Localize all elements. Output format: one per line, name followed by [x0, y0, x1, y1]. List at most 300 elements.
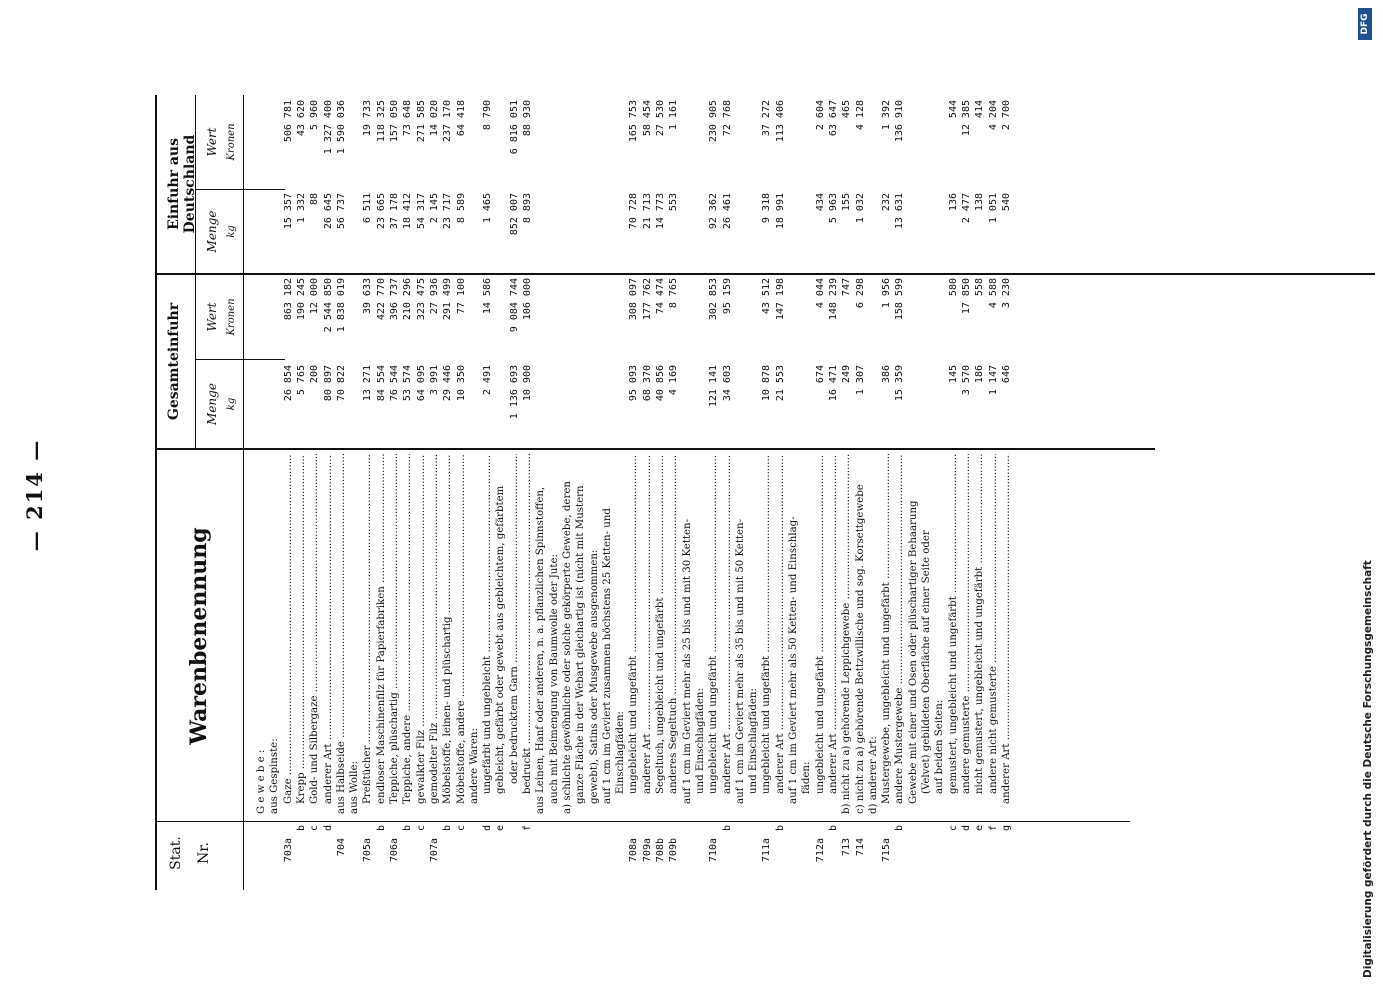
germany-menge-cell: 70 728 [628, 193, 640, 230]
table-row [602, 0, 614, 1000]
table-row [256, 0, 268, 1000]
total-wert-cell: 43 512 [761, 278, 773, 315]
total-menge-cell: 200 [309, 365, 321, 384]
germany-menge-cell: 23 717 [442, 193, 454, 230]
total-menge-cell: 249 [841, 365, 853, 384]
goods-description: anderer Art ..... [1001, 454, 1013, 804]
header-goods: Warenbenennung [186, 527, 212, 745]
table-row [336, 0, 348, 1000]
goods-description: bedruckt ..... [522, 454, 534, 794]
germany-menge-cell: 5 963 [827, 193, 839, 224]
stat-sub-cell: f [987, 824, 999, 832]
total-wert-cell: 74 474 [655, 278, 666, 315]
goods-description: c) nicht zu a) gehörende Bettzwillische und sog. Korsettgewebe [854, 484, 866, 814]
total-wert-cell: 308 097 [628, 278, 640, 321]
stat-sub-cell: c [415, 824, 427, 832]
total-menge-cell: 34 603 [721, 365, 733, 402]
germany-menge-cell: 15 357 [282, 193, 294, 230]
germany-wert-cell: 465 [841, 100, 853, 119]
germany-menge-cell: 23 665 [375, 193, 387, 230]
germany-wert-cell: 1 392 [881, 100, 893, 131]
total-menge-cell: 1 136 693 [508, 365, 520, 420]
table-row [615, 0, 627, 1000]
goods-description: b) nicht zu a) gehörende Leppichgewebe ..... [841, 454, 853, 814]
total-menge-cell: 84 554 [375, 365, 387, 402]
goods-description: Krepp ..... [296, 454, 308, 804]
germany-wert-cell: 58 454 [641, 100, 653, 137]
total-wert-cell: 95 159 [721, 278, 733, 315]
goods-description: auf 1 cm im Geviert mehr als 50 Ketten- und Einschlag- [788, 516, 799, 804]
germany-wert-cell: 230 905 [708, 100, 720, 143]
page-number-line: — 214 — [22, 438, 47, 552]
table-row [429, 0, 441, 1000]
germany-wert-cell: 506 781 [282, 100, 294, 143]
total-wert-cell: 1 956 [881, 278, 893, 309]
stat-sub-cell: d [482, 824, 494, 832]
goods-description: anderer Art ..... [828, 454, 840, 794]
total-wert-cell: 4 044 [814, 278, 826, 309]
germany-wert-cell: 12 385 [960, 100, 972, 137]
total-menge-cell: 80 897 [322, 365, 334, 402]
germany-wert-cell: 14 020 [428, 100, 440, 137]
germany-menge-cell: 14 773 [655, 193, 666, 230]
stat-sub-cell: b [894, 824, 906, 832]
table-row [416, 0, 428, 1000]
table-row [908, 0, 920, 1000]
table-row [442, 0, 454, 1000]
stat-sub-cell: b [442, 824, 454, 832]
germany-menge-cell: 540 [1000, 193, 1012, 212]
table-row [988, 0, 1000, 1000]
goods-description: (Velvet) gebildeten Oberfläche auf einer Seite oder [921, 530, 932, 794]
goods-description: anderer Art ..... [722, 454, 734, 794]
stat-sub-cell: c [309, 824, 321, 832]
goods-description: gemustert, ungebleicht und ungefärbt ..... [948, 454, 960, 794]
table-row [535, 0, 547, 1000]
table-row [948, 0, 960, 1000]
total-wert-cell: 323 475 [415, 278, 427, 321]
total-menge-cell: 95 093 [628, 365, 640, 402]
stat-sub-cell: d [960, 824, 972, 832]
goods-description: aus Leinen, Hanf oder anderen, n. a. pflanzlichen Spinnstoffen, [535, 486, 547, 814]
germany-wert-cell: 37 272 [761, 100, 773, 137]
goods-description: ungebleicht und ungefärbt ..... [628, 454, 640, 794]
stat-nr-cell: 708a [628, 838, 640, 863]
germany-menge-cell: 21 713 [641, 193, 653, 230]
stat-nr-cell: 711a [761, 838, 773, 863]
goods-description: auf beiden Seiten: [934, 699, 946, 794]
total-menge-cell: 53 574 [402, 365, 414, 402]
total-menge-cell: 3 570 [960, 365, 972, 396]
table-row [722, 0, 734, 1000]
header-nr: Nr. [196, 842, 212, 864]
table-row [682, 0, 694, 1000]
goods-description: gewalkter Filz ..... [416, 454, 428, 804]
germany-wert-cell: 1 590 036 [335, 100, 347, 155]
goods-description: G e w e b e : [256, 749, 267, 814]
stat-sub-cell: d [322, 824, 334, 832]
table-row [309, 0, 321, 1000]
goods-description: Teppiche, plüschartig ..... [389, 454, 401, 804]
table-row [775, 0, 787, 1000]
germany-wert-cell: 2 604 [814, 100, 826, 131]
table-row [668, 0, 680, 1000]
total-menge-cell: 186 [974, 365, 986, 384]
total-wert-cell: 12 000 [309, 278, 321, 315]
goods-description: andere Mustergewebe ..... [894, 454, 906, 804]
table-row [1001, 0, 1013, 1000]
table-row [881, 0, 893, 1000]
table-row [708, 0, 720, 1000]
goods-description: Mustergewebe, ungebleicht und ungefärbt ..... [881, 454, 893, 804]
germany-wert-cell: 1 161 [668, 100, 680, 131]
goods-description: auf 1 cm im Geviert mehr als 25 bis und mit 30 Ketten- [681, 518, 693, 804]
total-wert-cell: 210 296 [402, 278, 414, 321]
germany-wert-cell: 72 768 [721, 100, 733, 137]
total-wert-cell: 39 633 [362, 278, 374, 315]
table-row [642, 0, 654, 1000]
table-row [655, 0, 667, 1000]
total-wert-cell: 291 499 [442, 278, 454, 321]
goods-description: endloser Maschinenfilz für Papierfabriken ..... [376, 454, 388, 804]
table-row [362, 0, 374, 1000]
goods-description: und Einschlagfäden: [748, 688, 760, 794]
total-wert-cell: 747 [841, 278, 853, 297]
stat-nr-cell: 709b [668, 838, 680, 863]
germany-menge-cell: 88 [309, 193, 321, 206]
goods-description: Teppiche, andere ..... [402, 454, 414, 804]
stat-nr-cell: 705a [362, 838, 374, 863]
table-row [402, 0, 414, 1000]
table-row [815, 0, 827, 1000]
goods-description: auf 1 cm im Geviert zusammen höchstens 25 Ketten- und [601, 508, 613, 804]
table-row [748, 0, 760, 1000]
germany-wert-cell: 1 327 400 [322, 100, 334, 155]
digitization-credit: Digitalisierung gefördert durch die Deutsche Forschungsgemeinschaft [1362, 560, 1374, 978]
germany-menge-cell: 1 051 [987, 193, 999, 224]
stat-sub-cell: e [495, 824, 507, 832]
goods-description: fäden: [801, 761, 813, 794]
table-row [509, 0, 521, 1000]
germany-wert-cell: 237 170 [442, 100, 454, 143]
stat-sub-cell: f [522, 824, 533, 832]
goods-description: aus Gespinste: [269, 738, 281, 814]
table-row [628, 0, 640, 1000]
germany-menge-cell: 37 178 [389, 193, 400, 230]
total-wert-cell: 177 762 [641, 278, 653, 321]
goods-description: gemodelter Filz ..... [429, 454, 441, 804]
stat-nr-cell: 708b [655, 838, 666, 863]
stat-sub-cell: b [721, 824, 733, 832]
germany-menge-cell: 136 [947, 193, 959, 212]
total-wert-cell: 17 850 [960, 278, 972, 315]
germany-wert-cell: 414 [974, 100, 986, 119]
goods-description: gewebt), Satins oder Musgewebe ausgenommen: [588, 549, 600, 804]
goods-description: auch mit Beimengung von Baumwolle oder Jute: [548, 554, 560, 804]
goods-description: und Einschlagfäden: [694, 688, 706, 794]
header-stat: Stat. [168, 836, 184, 870]
goods-description: andere gemusterte ..... [961, 454, 973, 794]
table-row [562, 0, 574, 1000]
germany-menge-cell: 18 991 [774, 193, 786, 230]
total-wert-cell: 8 765 [668, 278, 680, 309]
total-wert-cell: 158 599 [894, 278, 906, 321]
goods-description: Möbelstoffe, leinen- und plüschartig ..... [442, 454, 454, 804]
header-total-menge: Menge [205, 383, 219, 425]
goods-description: Segeltuch, ungebleicht und ungefärbt ..... [655, 454, 667, 794]
header-germany-menge: Menge [205, 210, 219, 253]
germany-menge-cell: 9 318 [761, 193, 773, 224]
germany-wert-cell: 157 050 [389, 100, 400, 143]
total-menge-cell: 21 553 [774, 365, 786, 402]
total-wert-cell: 863 182 [282, 278, 294, 321]
header-germany-import: Einfuhr aus Deutschland [166, 134, 198, 234]
total-menge-cell: 5 765 [295, 365, 307, 396]
germany-wert-cell: 64 418 [455, 100, 467, 137]
germany-menge-cell: 1 032 [854, 193, 866, 224]
goods-description: Gold- und Silbergaze ..... [309, 454, 321, 804]
total-menge-cell: 145 [947, 365, 959, 384]
stat-nr-cell: 713 [841, 838, 853, 857]
total-wert-cell: 558 [974, 278, 986, 297]
header-germany-unit-kg: kg [226, 225, 237, 238]
total-menge-cell: 10 900 [522, 365, 533, 402]
goods-description: oder bedrucktem Garn ..... [509, 454, 521, 784]
germany-menge-cell: 26 461 [721, 193, 733, 230]
table-row [841, 0, 853, 1000]
table-row [894, 0, 906, 1000]
table-row [296, 0, 308, 1000]
germany-menge-cell: 1 465 [482, 193, 494, 224]
table-row [868, 0, 880, 1000]
total-menge-cell: 40 856 [655, 365, 666, 402]
goods-description: anderes Segeltuch ..... [668, 454, 680, 794]
total-wert-cell: 302 853 [708, 278, 720, 321]
stat-nr-cell: 709a [641, 838, 653, 863]
table-row [761, 0, 773, 1000]
germany-wert-cell: 19 733 [362, 100, 374, 137]
total-wert-cell: 190 245 [295, 278, 307, 321]
germany-wert-cell: 2 700 [1000, 100, 1012, 131]
total-menge-cell: 646 [1000, 365, 1012, 384]
table-row [456, 0, 468, 1000]
total-wert-cell: 14 586 [482, 278, 494, 315]
page-number: 214 [22, 470, 47, 520]
germany-wert-cell: 118 325 [375, 100, 387, 143]
germany-menge-cell: 54 317 [415, 193, 427, 230]
goods-description: ungebleicht und ungefärbt ..... [761, 454, 773, 794]
germany-menge-cell: 1 332 [295, 193, 307, 224]
table-row [735, 0, 747, 1000]
total-wert-cell: 4 588 [987, 278, 999, 309]
goods-description: aus Halbseide ..... [336, 454, 348, 814]
table-row [283, 0, 295, 1000]
total-menge-cell: 26 854 [282, 365, 294, 402]
germany-menge-cell: 8 589 [455, 193, 467, 224]
goods-description: andere nicht gemusterte ..... [988, 454, 1000, 794]
goods-description: Einschlagfäden: [615, 711, 627, 794]
germany-menge-cell: 26 645 [322, 193, 334, 230]
table-row [855, 0, 867, 1000]
table-row [589, 0, 601, 1000]
germany-wert-cell: 165 753 [628, 100, 640, 143]
stat-sub-cell: b [827, 824, 839, 832]
goods-description: ungebleicht und ungefärbt ..... [815, 454, 827, 794]
germany-wert-cell: 4 204 [987, 100, 999, 131]
germany-wert-cell: 544 [947, 100, 959, 119]
stat-nr-cell: 715a [881, 838, 893, 863]
goods-description: ungebleicht und ungefärbt ..... [708, 454, 720, 794]
table-row [389, 0, 401, 1000]
table-row [801, 0, 813, 1000]
germany-wert-cell: 73 648 [402, 100, 414, 137]
germany-wert-cell: 113 406 [774, 100, 786, 143]
germany-menge-cell: 553 [668, 193, 680, 212]
total-menge-cell: 4 169 [668, 365, 680, 396]
stat-sub-cell: e [974, 824, 986, 832]
header-total-unit-kronen: Kronen [226, 298, 237, 336]
stat-sub-cell: b [774, 824, 786, 832]
germany-wert-cell: 63 647 [827, 100, 839, 137]
total-menge-cell: 674 [814, 365, 826, 384]
total-menge-cell: 76 544 [389, 365, 400, 402]
germany-menge-cell: 155 [841, 193, 853, 212]
total-wert-cell: 3 230 [1000, 278, 1012, 309]
table-row [575, 0, 587, 1000]
goods-description: Gewebe mit einer und Osen oder plüschartiger Behaarung [907, 500, 919, 804]
germany-menge-cell: 434 [814, 193, 826, 212]
table-row [323, 0, 335, 1000]
germany-menge-cell: 56 737 [335, 193, 347, 230]
header-germany-unit-kronen: Kronen [226, 123, 237, 161]
total-menge-cell: 10 878 [761, 365, 773, 402]
germany-wert-cell: 6 816 051 [508, 100, 520, 155]
total-wert-cell: 1 838 019 [335, 278, 347, 333]
table-row [376, 0, 388, 1000]
stat-nr-cell: 710a [708, 838, 720, 863]
goods-description: gebleicht, gefärbt oder gewebt aus gebleichtem, gefärbtem [495, 485, 507, 794]
header-germany-wert: Wert [205, 127, 219, 157]
stat-nr-cell: 706a [389, 838, 400, 863]
total-menge-cell: 70 822 [335, 365, 347, 402]
table-row [974, 0, 986, 1000]
germany-menge-cell: 232 [881, 193, 893, 212]
table-row [695, 0, 707, 1000]
germany-wert-cell: 271 585 [415, 100, 427, 143]
germany-menge-cell: 6 511 [362, 193, 374, 224]
total-menge-cell: 121 141 [708, 365, 720, 408]
stat-sub-cell: c [947, 824, 959, 832]
goods-description: Möbelstoffe, andere ..... [456, 454, 468, 804]
goods-description: d) anderer Art: [867, 736, 879, 814]
stat-sub-cell: b [375, 824, 387, 832]
stat-nr-cell: 703a [282, 838, 294, 863]
germany-menge-cell: 13 631 [894, 193, 906, 230]
stat-nr-cell: 707a [428, 838, 440, 863]
total-wert-cell: 422 770 [375, 278, 387, 321]
table-row [934, 0, 946, 1000]
total-wert-cell: 396 737 [389, 278, 400, 321]
total-menge-cell: 3 991 [428, 365, 440, 396]
table-row [788, 0, 800, 1000]
table-row [921, 0, 933, 1000]
germany-wert-cell: 136 910 [894, 100, 906, 143]
goods-description: a) schlichte gewöhnliche oder solche gekörperte Gewebe, deren [561, 481, 573, 814]
goods-description: Preßtücher ..... [362, 454, 374, 804]
total-wert-cell: 106 000 [522, 278, 533, 321]
table-row [549, 0, 561, 1000]
germany-menge-cell: 92 362 [708, 193, 720, 230]
total-menge-cell: 29 446 [442, 365, 454, 402]
total-wert-cell: 147 198 [774, 278, 786, 321]
germany-menge-cell: 138 [974, 193, 986, 212]
total-wert-cell: 9 084 744 [508, 278, 520, 333]
germany-menge-cell: 2 145 [428, 193, 440, 224]
germany-wert-cell: 27 530 [655, 100, 666, 137]
germany-menge-cell: 18 412 [402, 193, 414, 230]
stat-sub-cell: g [1000, 824, 1012, 832]
total-wert-cell: 580 [947, 278, 959, 297]
germany-wert-cell: 8 790 [482, 100, 494, 131]
total-wert-cell: 77 100 [455, 278, 467, 315]
goods-description: auf 1 cm im Geviert mehr als 35 bis und mit 50 Ketten- [734, 518, 746, 804]
total-wert-cell: 148 239 [827, 278, 839, 321]
total-menge-cell: 15 359 [894, 365, 906, 402]
stat-nr-cell: 704 [335, 838, 347, 857]
header-total-unit-kg: kg [226, 397, 237, 411]
total-menge-cell: 13 271 [362, 365, 374, 402]
total-menge-cell: 2 491 [482, 365, 494, 396]
germany-menge-cell: 8 893 [522, 193, 533, 224]
goods-description: ganze Fläche in der Webart gleichartig ist (nicht mit Mustern [575, 485, 587, 804]
total-wert-cell: 2 544 850 [322, 278, 334, 333]
germany-wert-cell: 88 930 [522, 100, 533, 137]
goods-description: Gaze ..... [283, 454, 295, 804]
table-row [828, 0, 840, 1000]
header-total-wert: Wert [205, 302, 219, 332]
total-menge-cell: 68 370 [641, 365, 653, 402]
goods-description: andere Waren: [468, 728, 480, 804]
goods-description: anderer Art ..... [642, 454, 654, 794]
germany-menge-cell: 2 477 [960, 193, 972, 224]
table-row [269, 0, 281, 1000]
total-menge-cell: 1 147 [987, 365, 999, 396]
total-menge-cell: 10 350 [455, 365, 467, 402]
goods-description: anderer Art ..... [775, 454, 787, 794]
goods-description: ungefärbt und ungebleicht ..... [482, 454, 494, 794]
table-row [522, 0, 534, 1000]
goods-description: nicht gemustert, ungebleicht und ungefärbt ..... [974, 454, 986, 794]
table-row [469, 0, 481, 1000]
total-menge-cell: 1 307 [854, 365, 866, 396]
total-menge-cell: 386 [881, 365, 893, 384]
goods-description: anderer Art ..... [323, 454, 335, 804]
germany-menge-cell: 852 007 [508, 193, 520, 236]
stat-sub-cell: c [455, 824, 467, 832]
dfg-logo: DFG [1358, 8, 1372, 40]
stat-nr-cell: 714 [854, 838, 866, 857]
germany-wert-cell: 4 128 [854, 100, 866, 131]
total-wert-cell: 27 936 [428, 278, 440, 315]
germany-wert-cell: 5 960 [309, 100, 321, 131]
total-menge-cell: 16 471 [827, 365, 839, 402]
table-row [349, 0, 361, 1000]
table-row [495, 0, 507, 1000]
table-row [482, 0, 494, 1000]
germany-wert-cell: 43 620 [295, 100, 307, 137]
stat-sub-cell: b [295, 824, 307, 832]
total-menge-cell: 64 095 [415, 365, 427, 402]
